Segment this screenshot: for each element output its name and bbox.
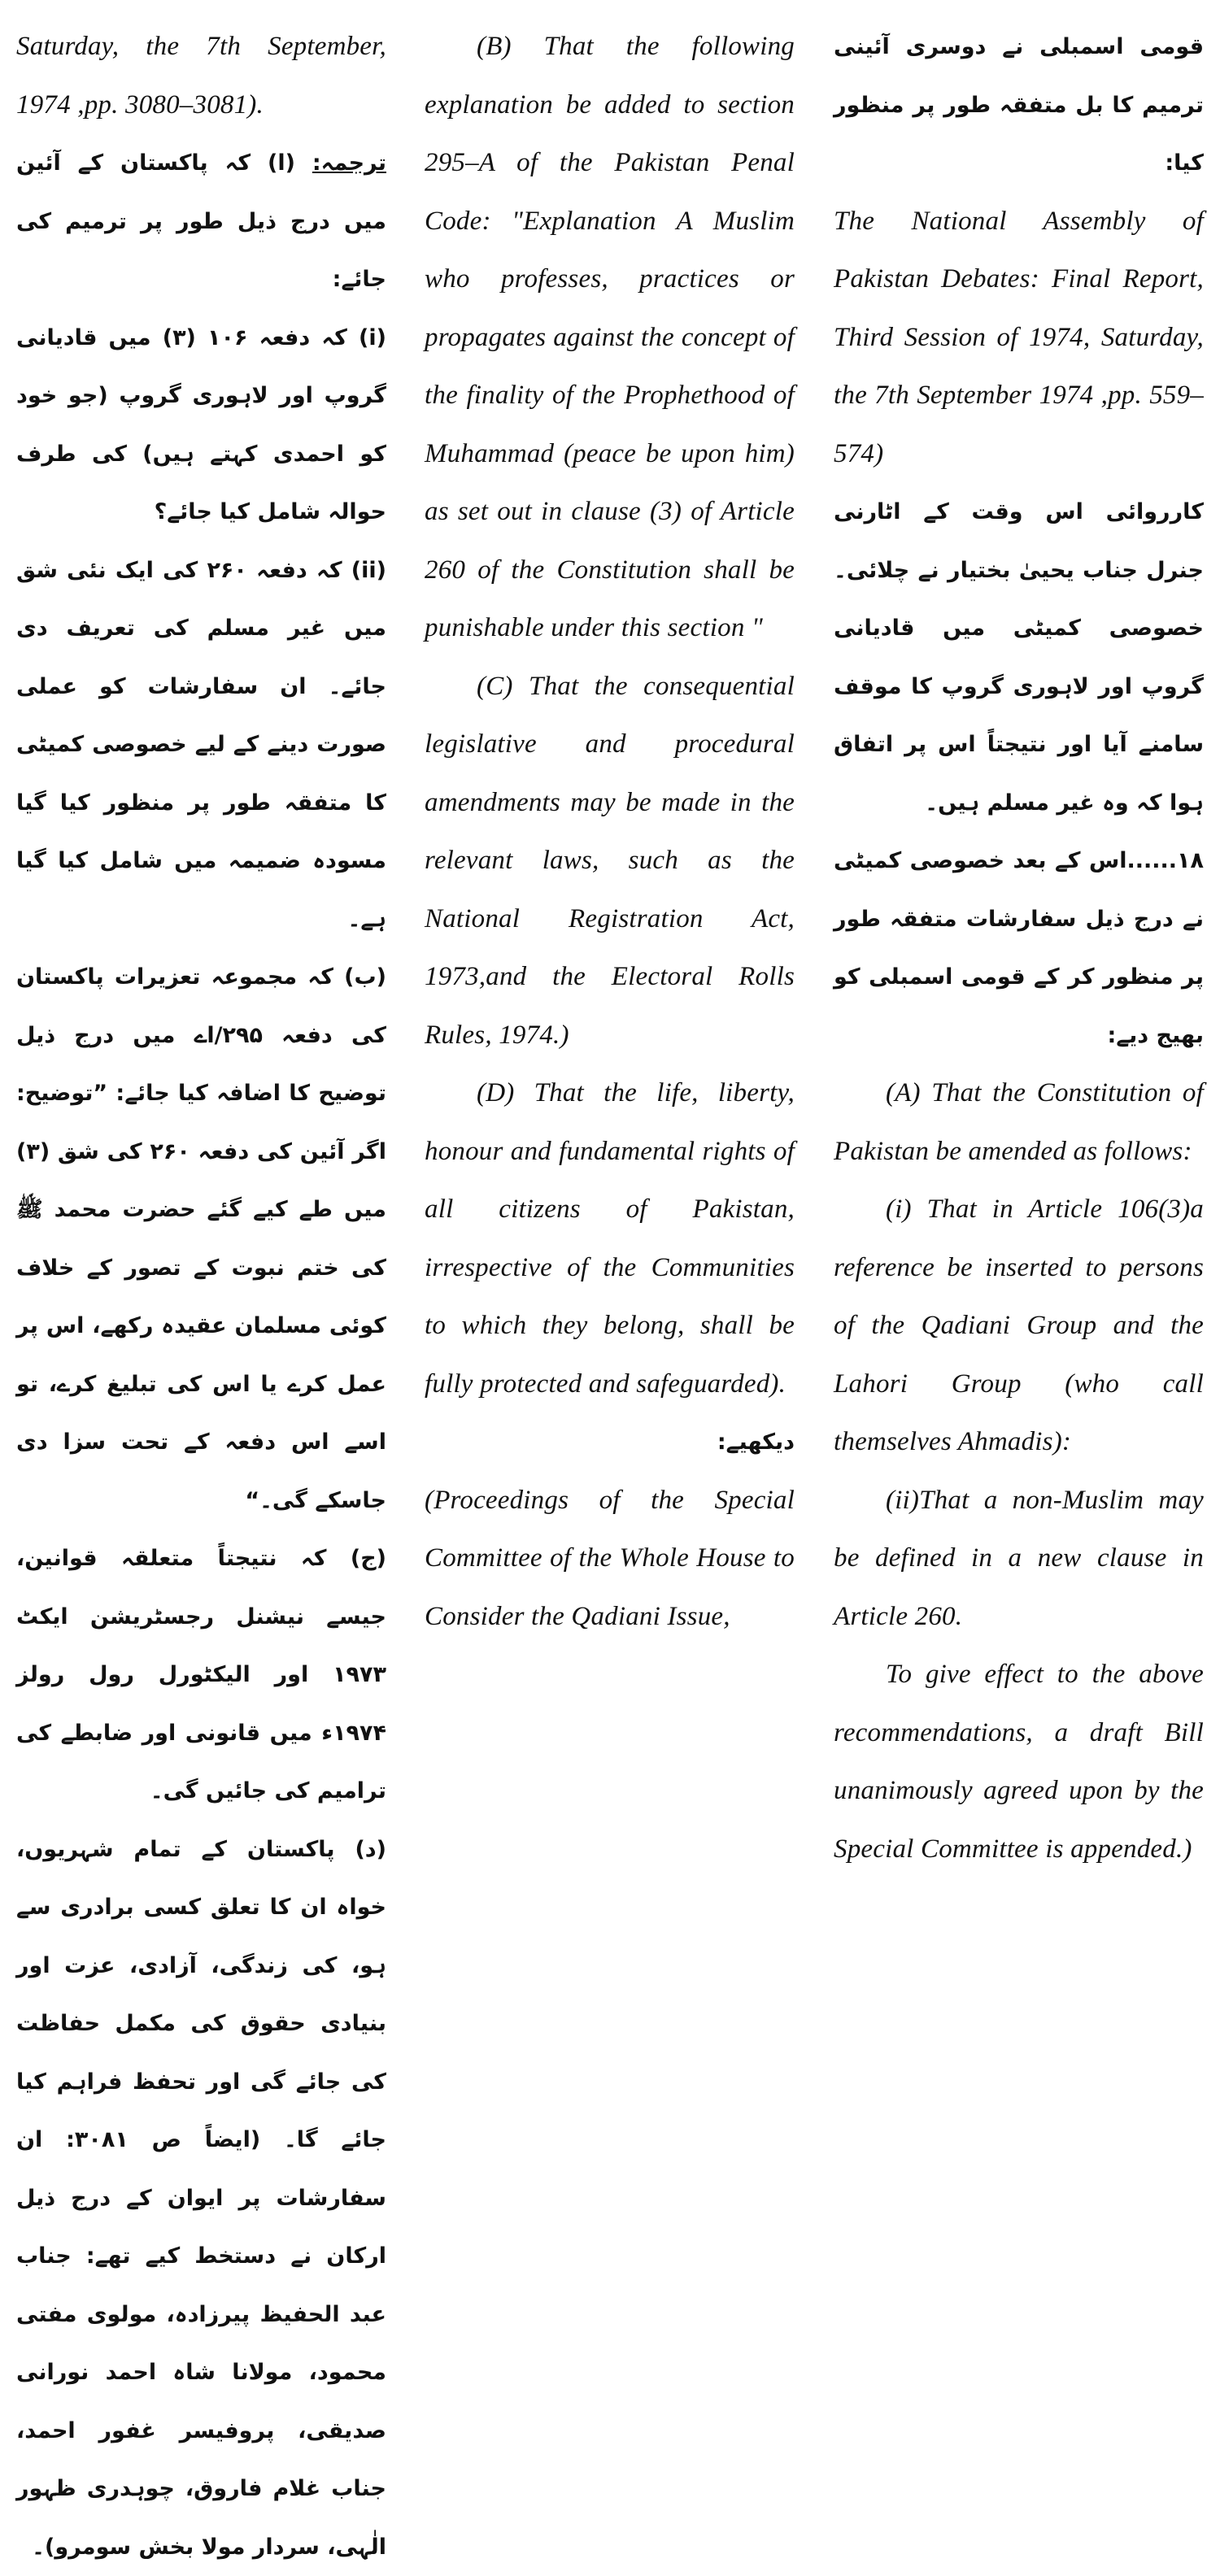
urdu-item-i: (i) کہ دفعہ ۱۰۶ (۳) میں قادیانی گروپ اور لاہوری گروپ (جو خود کو احمدی کہتے ہیں) کی طرف حوالہ شامل کیا جائے؟ bbox=[16, 309, 386, 542]
left-column bbox=[16, 18, 386, 2576]
citation-end: Saturday, the 7th September, 1974 ,pp. 3080–3081). bbox=[16, 18, 386, 134]
middle-column bbox=[425, 18, 795, 1646]
paragraph-a-item-ii: (ii)That a non-Muslim may be defined in a new clause in Article 260. bbox=[834, 1472, 1204, 1647]
see-label: دیکھیے: bbox=[425, 1413, 795, 1472]
urdu-item-j: (ج) کہ نتیجتاً متعلقہ قوانین، جیسے نیشنل رجسٹریشن ایکٹ ۱۹۷۳ اور الیکٹورل رول رولز ۱۹۷۴ء میں قانونی اور ضابطے کی ترامیم کی جائیں گی۔ bbox=[16, 1530, 386, 1821]
paragraph-c: (C) That the consequential legislative and procedural amendments may be made in the relevant laws, such as the National Registration Act, 1973,and the Electoral Rolls Rules, 1974.) bbox=[425, 658, 795, 1065]
urdu-item-ii: (ii) کہ دفعہ ۲۶۰ کی ایک نئی شق میں غیر مسلم کی تعریف دی جائے۔ ان سفارشات کو عملی صورت دینے کے لیے خصوصی کمیٹی کا متفقہ طور پر منظور کیا گیا مسودہ ضمیمہ میں شامل کیا گیا ہے۔ bbox=[16, 542, 386, 949]
citation-start: (Proceedings of the Special Committee of the Whole House to Consider the Qadiani Issue, bbox=[425, 1472, 795, 1647]
translation-intro-text: (ا) کہ پاکستان کے آئین میں درج ذیل طور پر ترمیم کی جائے: bbox=[16, 150, 386, 292]
urdu-intro: قومی اسمبلی نے دوسری آئینی ترمیم کا بل متفقہ طور پر منظور کیا: bbox=[834, 18, 1204, 193]
paragraph-a: (A) That the Constitution of Pakistan be amended as follows: bbox=[834, 1064, 1204, 1181]
closing-paragraph: To give effect to the above recommendations, a draft Bill unanimously agreed upon by the Special Committee is appended.) bbox=[834, 1646, 1204, 1878]
translation-intro bbox=[16, 134, 386, 309]
urdu-item-b: (ب) کہ مجموعہ تعزیرات پاکستان کی دفعہ ۲۹۵/اے میں درج ذیل توضیح کا اضافہ کیا جائے: ”توضیح: اگر آئین کی دفعہ ۲۶۰ کی شق (۳) میں طے کیے گئے حضرت محمد ﷺ کی ختم نبوت کے تصور کے خلاف کوئی مسلمان عقیدہ رکھے، اس پر عمل کرے یا اس کی تبلیغ کرے، تو اسے اس دفعہ کے تحت سزا دی جاسکے گی۔“ bbox=[16, 948, 386, 1530]
citation-debates: The National Assembly of Pakistan Debates: Final Report, Third Session of 1974, Saturday, the 7th September 1974 ,pp. 559–574) bbox=[834, 193, 1204, 484]
translation-label: ترجمہ: bbox=[312, 150, 386, 176]
urdu-item-d: (د) پاکستان کے تمام شہریوں، خواہ ان کا تعلق کسی برادری سے ہو، کی زندگی، آزادی، عزت اور بنیادی حقوق کی مکمل حفاظت کی جائے گی اور تحفظ فراہم کیا جائے گا۔ (ایضاً ص ۳۰۸۱: ان سفارشات پر ایوان کے درج ذیل ارکان نے دستخط کیے تھے: جناب عبد الحفیظ پیرزادہ، مولوی مفتی محمود، مولانا شاہ احمد نورانی صدیقی، پروفیسر غفور احمد، جناب غلام فاروق، چوہدری ظہور الٰہی، سردار مولا بخش سومرو)۔ bbox=[16, 1821, 386, 2576]
paragraph-b: (B) That the following explanation be added to section 295–A of the Pakistan Penal Code: "Explanation A Muslim who professes, practices or propagates against the concept of the finality of the Prophethood of Muhammad (peace be upon him) as set out in clause (3) of Article 260 of the Constitution shall be punishable under this section " bbox=[425, 18, 795, 658]
urdu-paragraph-1: کارروائی اس وقت کے اٹارنی جنرل جناب یحییٰ بختیار نے چلائی۔ خصوصی کمیٹی میں قادیانی گروپ اور لاہوری گروپ کا موقف سامنے آیا اور نتیجتاً اس پر اتفاق ہوا کہ وہ غیر مسلم ہیں۔ bbox=[834, 483, 1204, 832]
urdu-paragraph-2: ۱۸......اس کے بعد خصوصی کمیٹی نے درج ذیل سفارشات متفقہ طور پر منظور کر کے قومی اسمبلی کو بھیج دیے: bbox=[834, 832, 1204, 1064]
right-column bbox=[834, 18, 1204, 1878]
paragraph-a-item-i: (i) That in Article 106(3)a reference be inserted to persons of the Qadiani Group and the Lahori Group (who call themselves Ahmadis): bbox=[834, 1181, 1204, 1472]
paragraph-d: (D) That the life, liberty, honour and fundamental rights of all citizens of Pakistan, irrespective of the Communities to which they belong, shall be fully protected and safeguarded). bbox=[425, 1064, 795, 1413]
